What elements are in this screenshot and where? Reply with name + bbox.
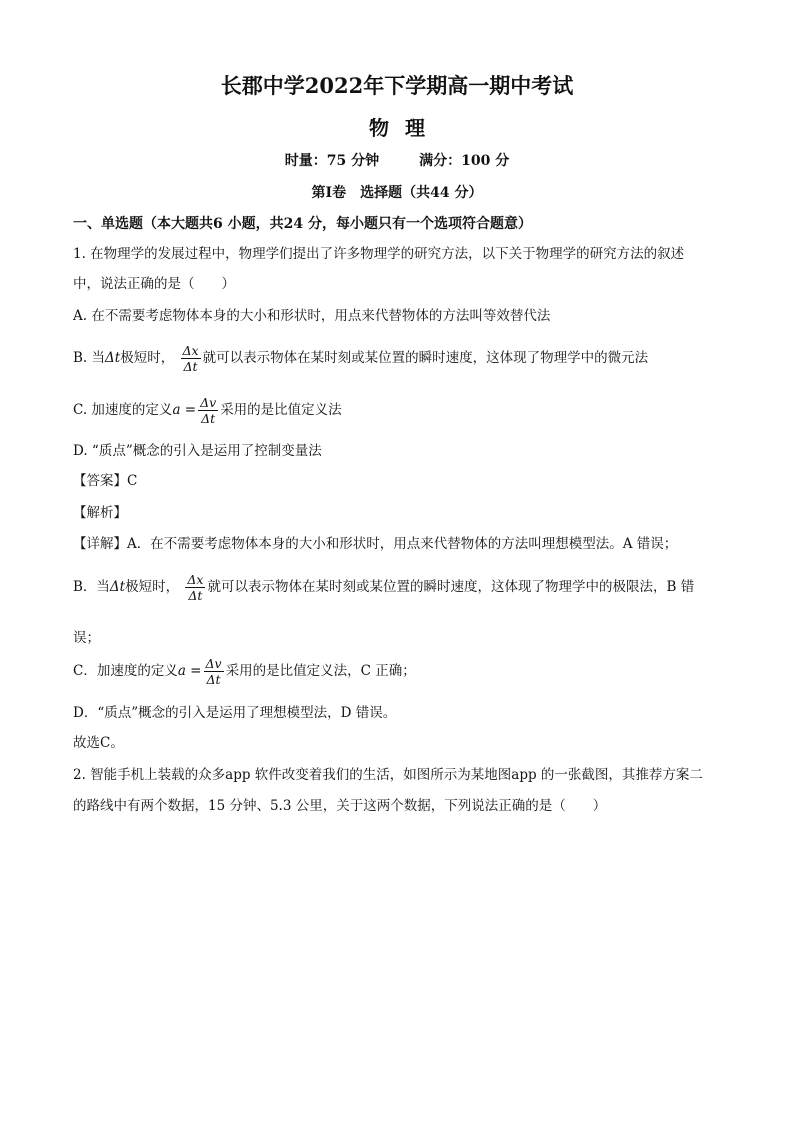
full-score: 满分：100 分 xyxy=(419,153,510,169)
q1-option-a: A. 在不需要考虑物体本身的大小和形状时，用点来代替物体的方法叫等效替代法 xyxy=(73,308,551,324)
time-limit: 时量：75 分钟 xyxy=(284,153,380,169)
fraction-dx-dt-detail: $\frac{\Delta x}{\Delta t}$ xyxy=(187,572,204,603)
fraction-dv-dt-detail: $\frac{\Delta v}{\Delta t}$ xyxy=(205,656,222,687)
fraction-dv-dt: $\frac{\Delta v}{\Delta t}$ xyxy=(200,395,217,426)
answer-label: 【答案】C xyxy=(73,473,138,489)
q1-stem-line1: 1. 在物理学的发展过程中，物理学们提出了许多物理学的研究方法，以下关于物理学的研究方法的叙述 xyxy=(73,246,685,262)
exam-title: 长郡中学2022年下学期高一期中考试 xyxy=(220,73,574,98)
detail-b: B．当Δt极短时， $\frac{\Delta x}{\Delta t}$ 就可以表示物体在某时刻或某位置的瞬时速度，这体现了物理学中的极限法，B 错 xyxy=(73,572,695,603)
detail-c: C．加速度的定义a = $\frac{\Delta v}{\Delta t}$ 采用的是比值定义法，C 正确； xyxy=(73,656,416,687)
analysis-label: 【解析】 xyxy=(73,505,127,521)
q1-stem-line2: 中，说法正确的是（ ） xyxy=(73,276,235,292)
detail-b-tail: 误； xyxy=(73,630,100,646)
subject-title: 物理 xyxy=(369,116,441,140)
section-heading: 一、单选题（本大题共6 小题，共24 分，每小题只有一个选项符合题意） xyxy=(73,216,532,232)
q2-stem-line2: 的路线中有两个数据，15 分钟、5.3 公里，关于这两个数据，下列说法正确的是（ ） xyxy=(73,798,607,814)
q2-stem-line1: 2. 智能手机上装载的众多app 软件改变着我们的生活，如图所示为某地图app 的一张截图，其推荐方案二 xyxy=(73,767,703,783)
exam-meta xyxy=(0,150,794,170)
q1-option-d: D. “质点”概念的引入是运用了控制变量法 xyxy=(73,443,322,459)
fraction-dx-dt: $\frac{\Delta x}{\Delta t}$ xyxy=(182,343,199,374)
part-heading: 第Ⅰ卷 选择题（共44 分） xyxy=(311,185,483,201)
conclusion: 故选C。 xyxy=(73,735,124,751)
q1-option-b: B. 当Δt极短时， $\frac{\Delta x}{\Delta t}$ 就可以表示物体在某时刻或某位置的瞬时速度，这体现了物理学中的微元法 xyxy=(73,343,649,374)
q1-option-c: C. 加速度的定义a = $\frac{\Delta v}{\Delta t}$ 采用的是比值定义法 xyxy=(73,395,342,426)
detail-a: 【详解】A．在不需要考虑物体本身的大小和形状时，用点来代替物体的方法叫理想模型法。A 错误； xyxy=(73,536,678,552)
detail-d: D．“质点”概念的引入是运用了理想模型法，D 错误。 xyxy=(73,705,397,721)
